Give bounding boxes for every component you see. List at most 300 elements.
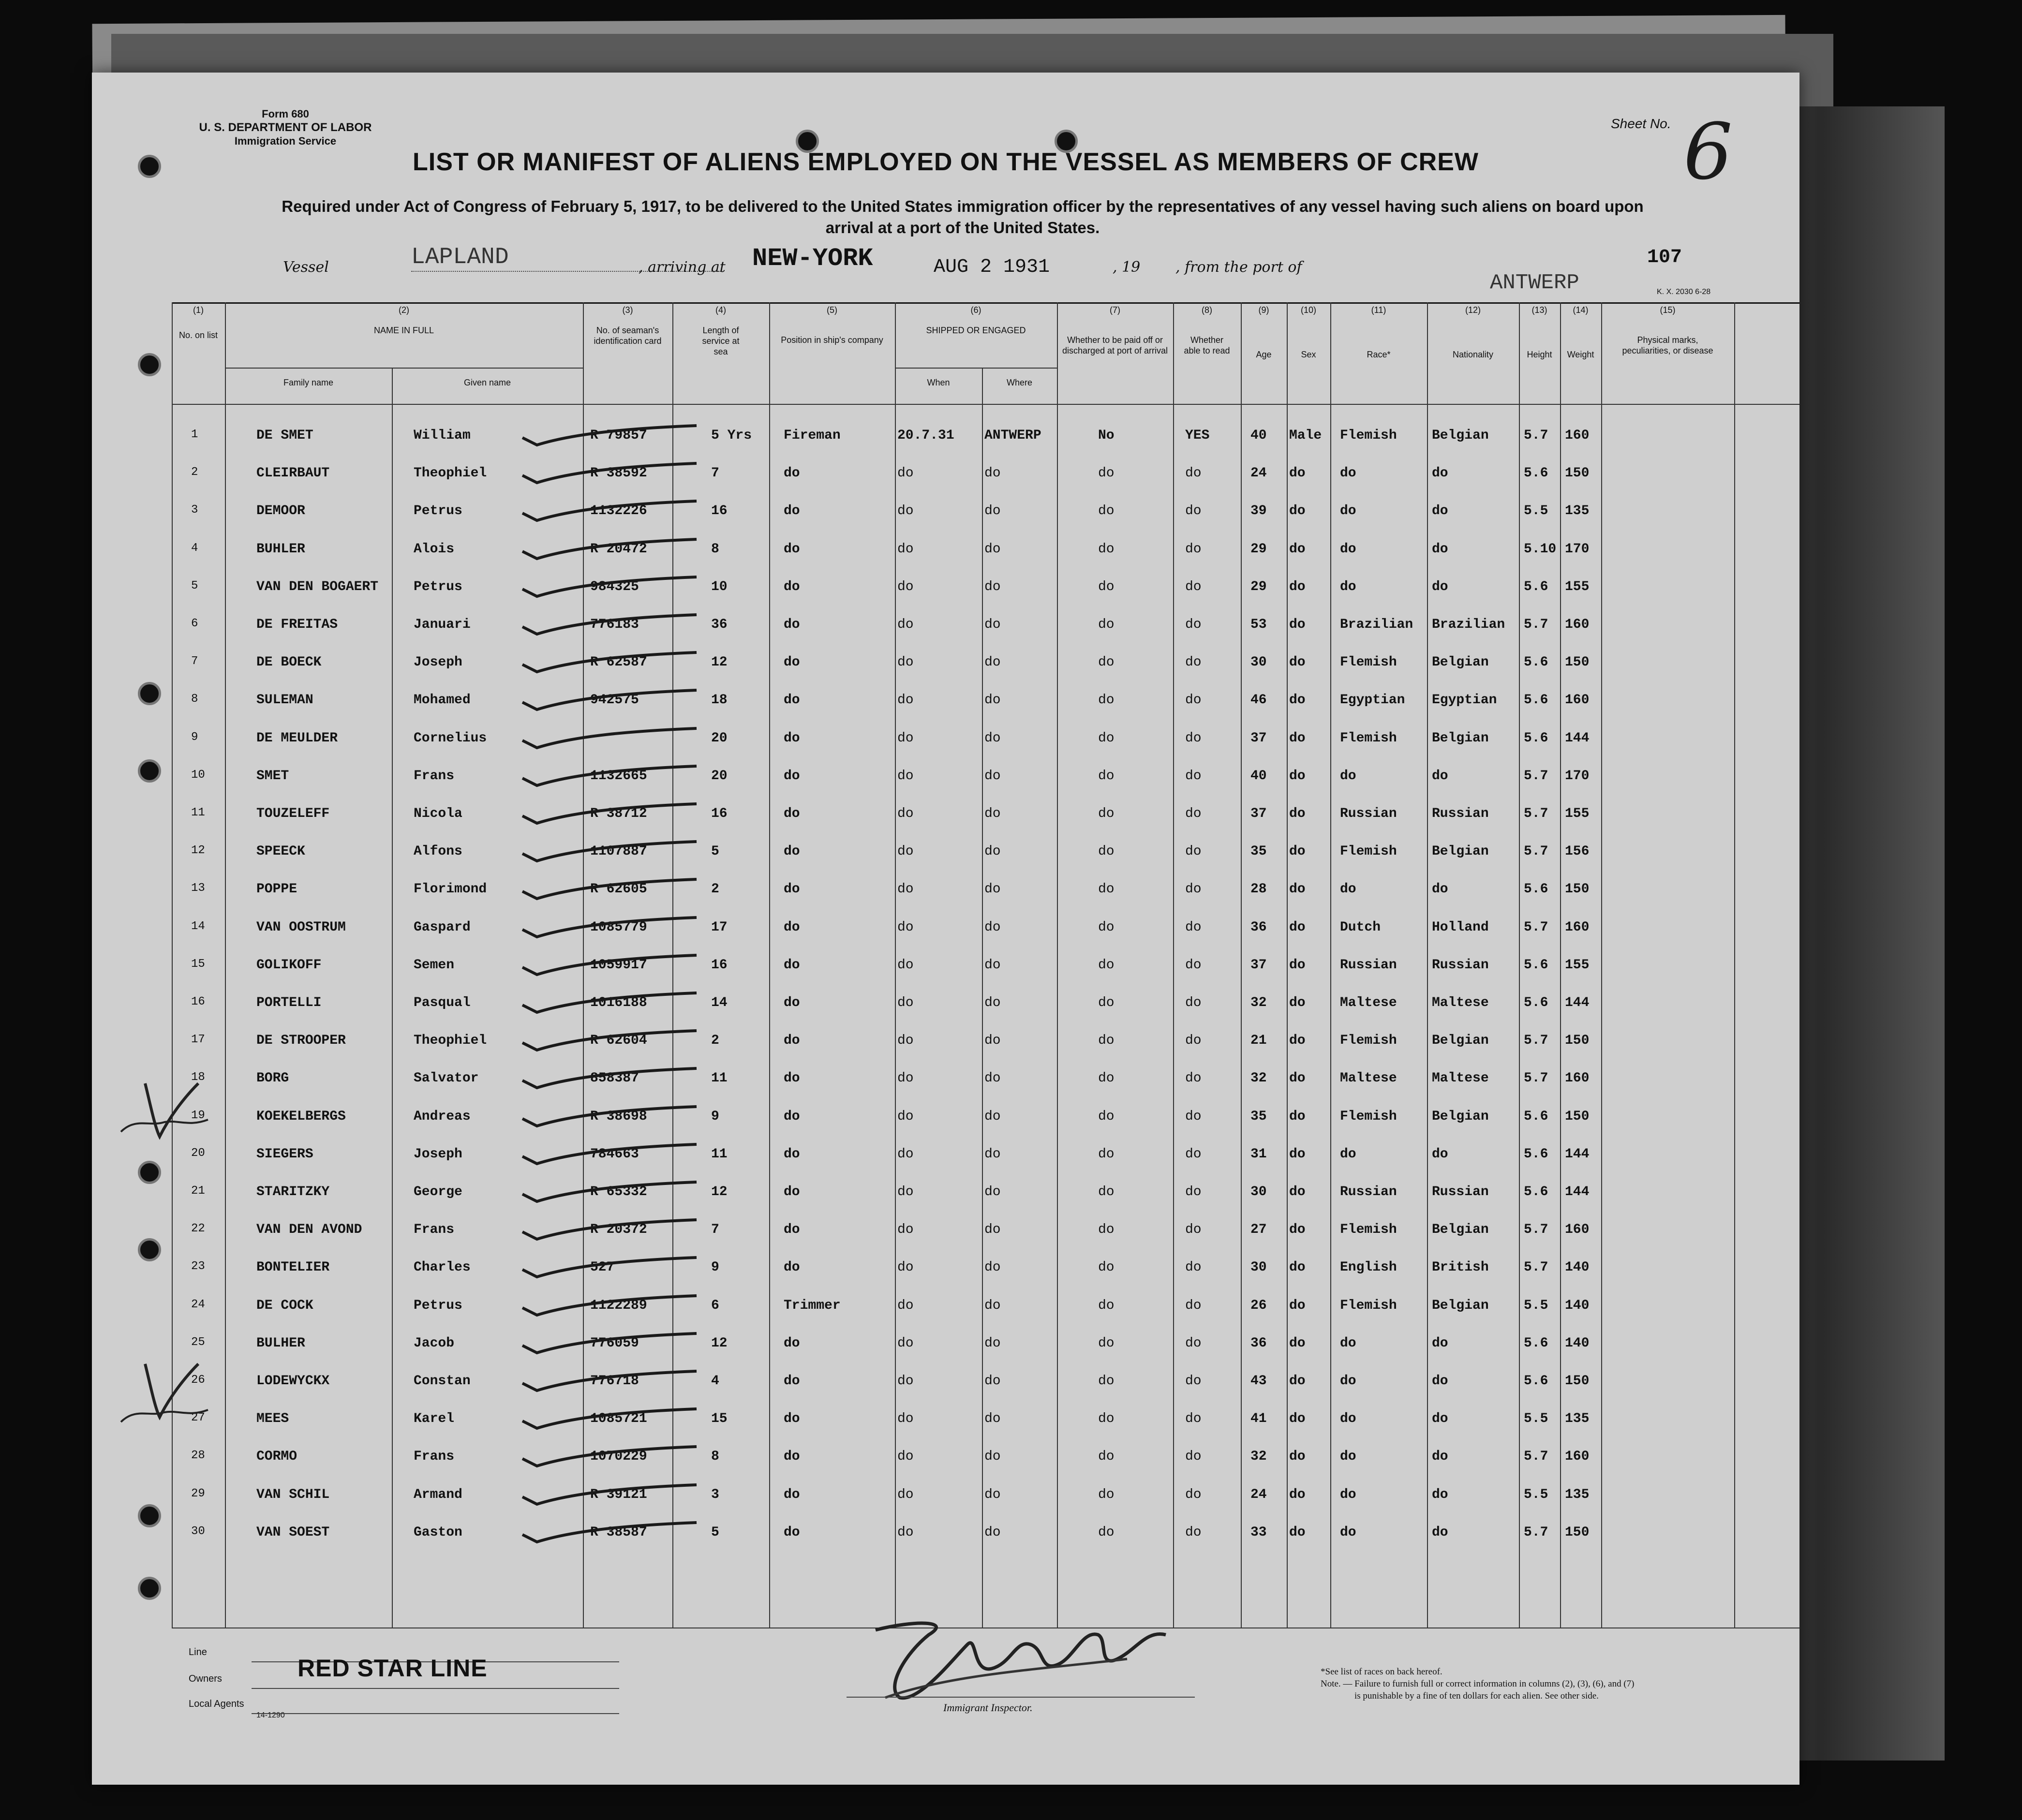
position: do [784,466,800,481]
row-number: 20 [191,1146,205,1160]
sex: do [1289,1449,1306,1465]
footer-rule [252,1688,619,1689]
nationality: do [1432,503,1448,519]
sex: do [1289,844,1306,859]
tally-check-mark [518,839,701,868]
age: 40 [1250,768,1267,784]
height: 5.7 [1524,1033,1548,1049]
shipped-where: do [984,617,1001,632]
family-name: VAN DEN BOGAERT [256,579,379,594]
given-name: George [414,1184,462,1199]
family-name: SIEGERS [256,1146,313,1162]
race: Flemish [1340,730,1397,746]
service-length: 11 [711,1146,728,1162]
header-family-name: Family name [283,378,334,387]
service-length: 7 [711,1222,719,1238]
age: 24 [1250,1487,1267,1502]
nationality: do [1432,1524,1448,1540]
shipped-when: do [897,1184,914,1199]
col-number: (3) [622,305,633,315]
sex: do [1289,503,1306,519]
shipped-when: do [897,957,914,973]
shipped-when: do [897,1222,914,1238]
race: do [1340,882,1356,897]
shipped-where: do [984,1109,1001,1124]
sex: do [1289,466,1306,481]
height: 5.6 [1524,957,1548,973]
nationality: do [1432,1411,1448,1427]
given-name: Semen [414,957,455,973]
name-subheader-rule [225,368,583,369]
position: do [784,1222,800,1238]
table-row [92,1033,1799,1071]
age: 37 [1250,957,1267,973]
col-number: (9) [1258,305,1269,315]
header-no [172,305,225,340]
paid-off: do [1098,1487,1115,1502]
family-name: GOLIKOFF [256,957,322,973]
list-number: 107 [1647,247,1682,268]
weight: 160 [1565,617,1590,632]
race: Russian [1340,957,1397,973]
height: 5.6 [1524,995,1548,1010]
tally-check-mark [518,650,701,679]
header-given-name: Given name [463,378,511,387]
table-row [92,1071,1799,1109]
shipped-where: do [984,919,1001,935]
row-number: 12 [191,844,205,858]
able-to-read: do [1185,1411,1202,1427]
row-number: 5 [191,579,198,592]
family-name: BONTELIER [256,1260,330,1275]
card-number: R 39121 [590,1487,647,1502]
weight: 156 [1565,844,1590,859]
col-label: Physical marks, peculiarities, or disease [1622,335,1713,355]
position: do [784,1184,800,1199]
service-length: 12 [711,1184,728,1199]
able-to-read: do [1185,1374,1202,1389]
inspector-rule [847,1697,1195,1698]
height: 5.7 [1524,1524,1548,1540]
weight: 135 [1565,1487,1590,1502]
given-name: Mohamed [414,693,471,708]
able-to-read: do [1185,957,1202,973]
age: 21 [1250,1033,1267,1049]
header-service [672,305,769,357]
race: do [1340,1374,1356,1389]
nationality: do [1432,882,1448,897]
weight: 160 [1565,693,1590,708]
height: 5.6 [1524,1374,1548,1389]
height: 5.10 [1524,541,1557,557]
row-number: 13 [191,882,205,895]
paid-off: do [1098,466,1115,481]
weight: 144 [1565,1146,1590,1162]
tally-check-mark [518,423,701,452]
age: 30 [1250,1260,1267,1275]
family-name: CORMO [256,1449,297,1465]
weight: 160 [1565,428,1590,443]
nationality: Belgian [1432,844,1489,859]
table-row [92,466,1799,503]
nationality: Belgian [1432,655,1489,670]
height: 5.7 [1524,806,1548,821]
table-row [92,1184,1799,1222]
position: do [784,693,800,708]
card-number: 527 [590,1260,615,1275]
department: U. S. DEPARTMENT OF LABOR [199,121,372,134]
header-name [225,305,583,336]
header-sex [1287,305,1330,360]
sheet-number: 6 [1683,106,1733,197]
tally-check-mark [518,764,701,793]
race: do [1340,768,1356,784]
weight: 160 [1565,919,1590,935]
col-number: (7) [1110,305,1120,315]
shipped-when: do [897,1449,914,1465]
table-row [92,1109,1799,1147]
line-label: Line [189,1647,207,1657]
given-name: Frans [414,1449,455,1465]
paid-off: do [1098,1298,1115,1313]
col-label: SHIPPED OR ENGAGED [926,326,1026,335]
shipped-where: do [984,1146,1001,1162]
shipped-where: do [984,995,1001,1010]
age: 36 [1250,919,1267,935]
paid-off: do [1098,1374,1115,1389]
family-name: DE BOECK [256,655,322,670]
tally-check-mark [518,499,701,528]
shipped-when: do [897,503,914,519]
race: do [1340,1524,1356,1540]
service-length: 36 [711,617,728,632]
height: 5.7 [1524,617,1548,632]
shipped-where: do [984,730,1001,746]
weight: 155 [1565,579,1590,594]
tally-check-mark [518,1482,701,1511]
able-to-read: do [1185,617,1202,632]
card-number: R 62587 [590,655,647,670]
position: do [784,957,800,973]
table-row [92,655,1799,693]
able-to-read: do [1185,882,1202,897]
position: do [784,730,800,746]
race: Flemish [1340,428,1397,443]
race: do [1340,1411,1356,1427]
sex: do [1289,617,1306,632]
sex: do [1289,579,1306,594]
table-row [92,1298,1799,1336]
service-length: 14 [711,995,728,1010]
able-to-read: do [1185,1449,1202,1465]
shipped-when: do [897,844,914,859]
row-number: 4 [191,541,198,555]
given-name: Florimond [414,882,487,897]
race: do [1340,541,1356,557]
tally-check-mark [518,991,701,1020]
card-number: 1132226 [590,503,647,519]
given-name: Nicola [414,806,462,821]
weight: 160 [1565,1449,1590,1465]
shipped-where: do [984,1071,1001,1086]
position: do [784,1033,800,1049]
position: Fireman [784,428,841,443]
card-number: R 20372 [590,1222,647,1238]
nationality: do [1432,541,1448,557]
weight: 170 [1565,768,1590,784]
form-identifier [193,107,377,148]
nationality: Holland [1432,919,1489,935]
sex: do [1289,1524,1306,1540]
service-length: 16 [711,503,728,519]
table-row [92,1525,1799,1563]
row-number: 3 [191,503,198,517]
able-to-read: do [1185,919,1202,935]
col-number: (8) [1202,305,1212,315]
age: 30 [1250,1184,1267,1199]
card-number: 984325 [590,579,639,594]
sex: do [1289,1411,1306,1427]
service-length: 5 [711,1524,719,1540]
age: 43 [1250,1374,1267,1389]
height: 5.6 [1524,655,1548,670]
table-row [92,428,1799,466]
weight: 150 [1565,655,1590,670]
position: do [784,1335,800,1351]
col-number: (6) [970,305,981,315]
card-number: 776183 [590,617,639,632]
height: 5.5 [1524,503,1548,519]
shipped-when: do [897,693,914,708]
able-to-read: do [1185,1033,1202,1049]
table-row [92,693,1799,730]
age: 35 [1250,844,1267,859]
shipped-where: do [984,579,1001,594]
weight: 140 [1565,1298,1590,1313]
height: 5.5 [1524,1411,1548,1427]
family-name: SULEMAN [256,693,313,708]
service-length: 18 [711,693,728,708]
weight: 150 [1565,466,1590,481]
nationality: Belgian [1432,428,1489,443]
height: 5.6 [1524,1109,1548,1124]
shipped-subheader-rule [895,368,1057,369]
card-number: 1122289 [590,1298,647,1313]
able-to-read: do [1185,1335,1202,1351]
race: do [1340,1449,1356,1465]
card-number: 942575 [590,693,639,708]
sex: do [1289,1374,1306,1389]
shipped-when: do [897,1146,914,1162]
height: 5.7 [1524,1260,1548,1275]
service-length: 20 [711,768,728,784]
age: 37 [1250,730,1267,746]
paid-off: do [1098,1449,1115,1465]
shipped-where: do [984,1411,1001,1427]
card-number: R 62604 [590,1033,647,1049]
nationality: do [1432,1335,1448,1351]
height: 5.7 [1524,1222,1548,1238]
form-code: K. X. 2030 6-28 [1657,288,1711,296]
weight: 150 [1565,1524,1590,1540]
able-to-read: do [1185,1146,1202,1162]
tally-check-mark [518,877,701,906]
tally-check-mark [518,1444,701,1473]
race: do [1340,1146,1356,1162]
table-row [92,1411,1799,1449]
shipped-when: do [897,1071,914,1086]
row-number: 29 [191,1487,205,1500]
nationality: Belgian [1432,1109,1489,1124]
race: Flemish [1340,1033,1397,1049]
col-label: Weight [1567,350,1594,359]
given-name: Karel [414,1411,455,1427]
service: Immigration Service [234,135,337,147]
family-name: BULHER [256,1335,305,1351]
nationality: Brazilian [1432,617,1505,632]
table-row [92,1374,1799,1411]
sex: do [1289,957,1306,973]
able-to-read: do [1185,1071,1202,1086]
agents-code: 14-1290 [256,1711,285,1719]
tally-check-mark [518,1142,701,1171]
family-name: BUHLER [256,541,305,557]
shipped-when: do [897,1335,914,1351]
family-name: VAN OOSTRUM [256,919,346,935]
able-to-read: do [1185,1184,1202,1199]
row-number: 26 [191,1374,205,1387]
age: 46 [1250,693,1267,708]
shipped-when: do [897,919,914,935]
service-length: 20 [711,730,728,746]
given-name: Alois [414,541,455,557]
table-row [92,617,1799,655]
row-number: 24 [191,1298,205,1311]
shipped-where: do [984,1184,1001,1199]
col-number: (1) [193,305,204,315]
family-name: BORG [256,1071,289,1086]
age: 36 [1250,1335,1267,1351]
sheet-label: Sheet No. [1611,116,1671,131]
family-name: VAN SCHIL [256,1487,330,1502]
header-height [1519,305,1560,360]
service-length: 7 [711,466,719,481]
shipped-where: do [984,541,1001,557]
tally-check-mark [518,612,701,641]
sex: do [1289,919,1306,935]
table-row [92,806,1799,844]
row-number: 19 [191,1109,205,1122]
service-length: 2 [711,1033,719,1049]
shipped-when: do [897,1033,914,1049]
tally-check-mark [518,1180,701,1209]
from-label: , from the port of [1175,259,1302,276]
given-name: Joseph [414,1146,462,1162]
race: Maltese [1340,995,1397,1010]
height: 5.5 [1524,1487,1548,1502]
position: do [784,1109,800,1124]
header-card [583,305,672,346]
given-name: Joseph [414,655,462,670]
table-row [92,731,1799,769]
punch-hole [138,1577,161,1600]
header-physical-marks [1601,305,1734,356]
race: Russian [1340,806,1397,821]
table-top-rule [172,302,1799,304]
age: 33 [1250,1524,1267,1540]
row-number: 10 [191,768,205,782]
nationality: do [1432,1449,1448,1465]
service-length: 15 [711,1411,728,1427]
nationality: Egyptian [1432,693,1497,708]
family-name: POPPE [256,882,297,897]
given-name: Jacob [414,1335,455,1351]
position: do [784,541,800,557]
shipped-where: do [984,693,1001,708]
position: do [784,1374,800,1389]
row-number: 23 [191,1260,205,1273]
shipped-where: do [984,882,1001,897]
tally-check-mark [518,953,701,982]
service-length: 5 Yrs [711,428,752,443]
nationality: do [1432,1374,1448,1389]
position: do [784,806,800,821]
card-number: R 20472 [590,541,647,557]
weight: 135 [1565,1411,1590,1427]
able-to-read: do [1185,541,1202,557]
col-label: Height [1527,350,1552,359]
row-number: 2 [191,466,198,479]
row-number: 21 [191,1184,205,1198]
age: 28 [1250,882,1267,897]
race: do [1340,1335,1356,1351]
height: 5.7 [1524,1071,1548,1086]
able-to-read: do [1185,1260,1202,1275]
weight: 160 [1565,1071,1590,1086]
shipped-where: do [984,1335,1001,1351]
position: do [784,1260,800,1275]
sex: do [1289,806,1306,821]
paid-off: do [1098,768,1115,784]
service-length: 3 [711,1487,719,1502]
col-label: NAME IN FULL [373,326,434,335]
age: 41 [1250,1411,1267,1427]
family-name: VAN DEN AVOND [256,1222,362,1238]
race: Maltese [1340,1071,1397,1086]
shipped-when: do [897,617,914,632]
penalty-note-1: Note. — Failure to furnish full or correct information in columns (2), (3), (6), and (7) [1321,1679,1635,1689]
nationality: do [1432,579,1448,594]
shipped-where: do [984,1487,1001,1502]
table-row [92,1260,1799,1298]
position: do [784,995,800,1010]
col-label: Whether able to read [1184,335,1230,355]
position: do [784,1146,800,1162]
col-label: No. of seaman's identification card [594,326,662,346]
family-name: TOUZELEFF [256,806,330,821]
card-number: R 38587 [590,1524,647,1540]
table-row [92,995,1799,1033]
shipped-where: do [984,957,1001,973]
sex: do [1289,655,1306,670]
table-row [92,1336,1799,1374]
paid-off: do [1098,503,1115,519]
tally-check-mark [518,1255,701,1284]
age: 37 [1250,806,1267,821]
shipped-when: do [897,1487,914,1502]
shipped-where: do [984,1033,1001,1049]
penalty-note-2: is punishable by a fine of ten dollars for each alien. See other side. [1354,1691,1599,1701]
